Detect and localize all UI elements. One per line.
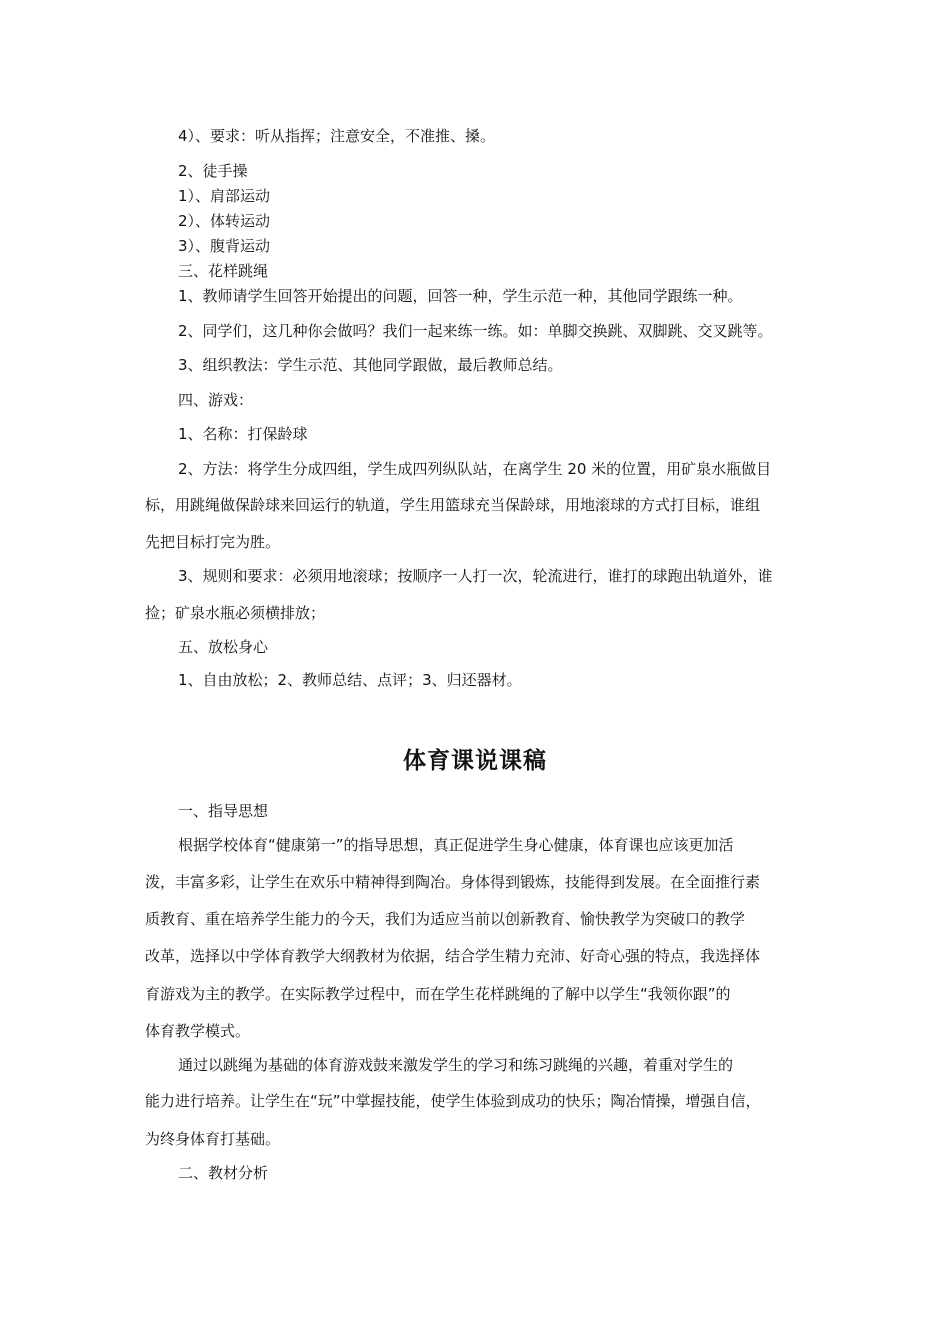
- heading-material-analysis: 二、教材分析: [178, 1164, 269, 1182]
- section4-item-3-line1: 3、规则和要求：必须用地滚球；按顺序一人打一次，轮流进行，谁打的球跑出轨道外，谁: [178, 567, 773, 585]
- freehand-item-1: 1）、肩部运动: [178, 187, 271, 205]
- para2-line3: 为终身体育打基础。: [145, 1130, 281, 1148]
- para1-line6: 体育教学模式。: [145, 1022, 251, 1040]
- section4-item-2-line1: 2、方法：将学生分成四组，学生成四列纵队站，在离学生 20 米的位置，用矿泉水瓶做目: [178, 460, 772, 478]
- heading-guiding-ideology: 一、指导思想: [178, 802, 269, 820]
- section4-item-3-line2: 捡；矿泉水瓶必须横排放；: [145, 604, 326, 622]
- section4-item-1: 1、名称：打保龄球: [178, 425, 308, 443]
- freehand-title: 2、徒手操: [178, 162, 248, 180]
- para1-line4: 改革，选择以中学体育教学大纲教材为依据，结合学生精力充沛、好奇心强的特点，我选择体: [145, 947, 761, 965]
- section3-item-1: 1、教师请学生回答开始提出的问题，回答一种，学生示范一种，其他同学跟练一种。: [178, 287, 743, 305]
- para1-line2: 泼，丰富多彩，让学生在欢乐中精神得到陶冶。身体得到锻炼，技能得到发展。在全面推行素: [145, 873, 761, 891]
- section4-item-2-line2: 标，用跳绳做保龄球来回运行的轨道，学生用篮球充当保龄球，用地滚球的方式打目标，谁组: [145, 496, 761, 514]
- para1-line1: 根据学校体育“健康第一”的指导思想，真正促进学生身心健康，体育课也应该更加活: [178, 836, 734, 854]
- section4-item-2-line3: 先把目标打完为胜。: [145, 533, 281, 551]
- section5-item: 1、自由放松；2、教师总结、点评；3、归还器材。: [178, 671, 522, 689]
- para2-line1: 通过以跳绳为基础的体育游戏鼓来激发学生的学习和练习跳绳的兴趣，着重对学生的: [178, 1056, 734, 1074]
- para2-line2: 能力进行培养。让学生在“玩”中掌握技能，使学生体验到成功的快乐；陶冶情操，增强自信，: [145, 1092, 761, 1110]
- requirement-line: 4）、要求：听从指挥；注意安全，不准推、搡。: [178, 127, 496, 145]
- para1-line3: 质教育、重在培养学生能力的今天，我们为适应当前以创新教育、愉快教学为突破口的教学: [145, 910, 746, 928]
- freehand-item-2: 2）、体转运动: [178, 212, 271, 230]
- freehand-item-3: 3）、腹背运动: [178, 237, 271, 255]
- section5-heading: 五、放松身心: [178, 638, 269, 656]
- section3-item-3: 3、组织教法：学生示范、其他同学跟做，最后教师总结。: [178, 356, 563, 374]
- para1-line5: 育游戏为主的教学。在实际教学过程中，而在学生花样跳绳的了解中以学生“我领你跟”的: [145, 985, 731, 1003]
- document-title: 体育课说课稿: [403, 748, 547, 774]
- section3-heading: 三、花样跳绳: [178, 262, 269, 280]
- section4-heading: 四、游戏：: [178, 391, 254, 409]
- section3-item-2: 2、同学们，这几种你会做吗？我们一起来练一练。如：单脚交换跳、双脚跳、交叉跳等。: [178, 322, 773, 340]
